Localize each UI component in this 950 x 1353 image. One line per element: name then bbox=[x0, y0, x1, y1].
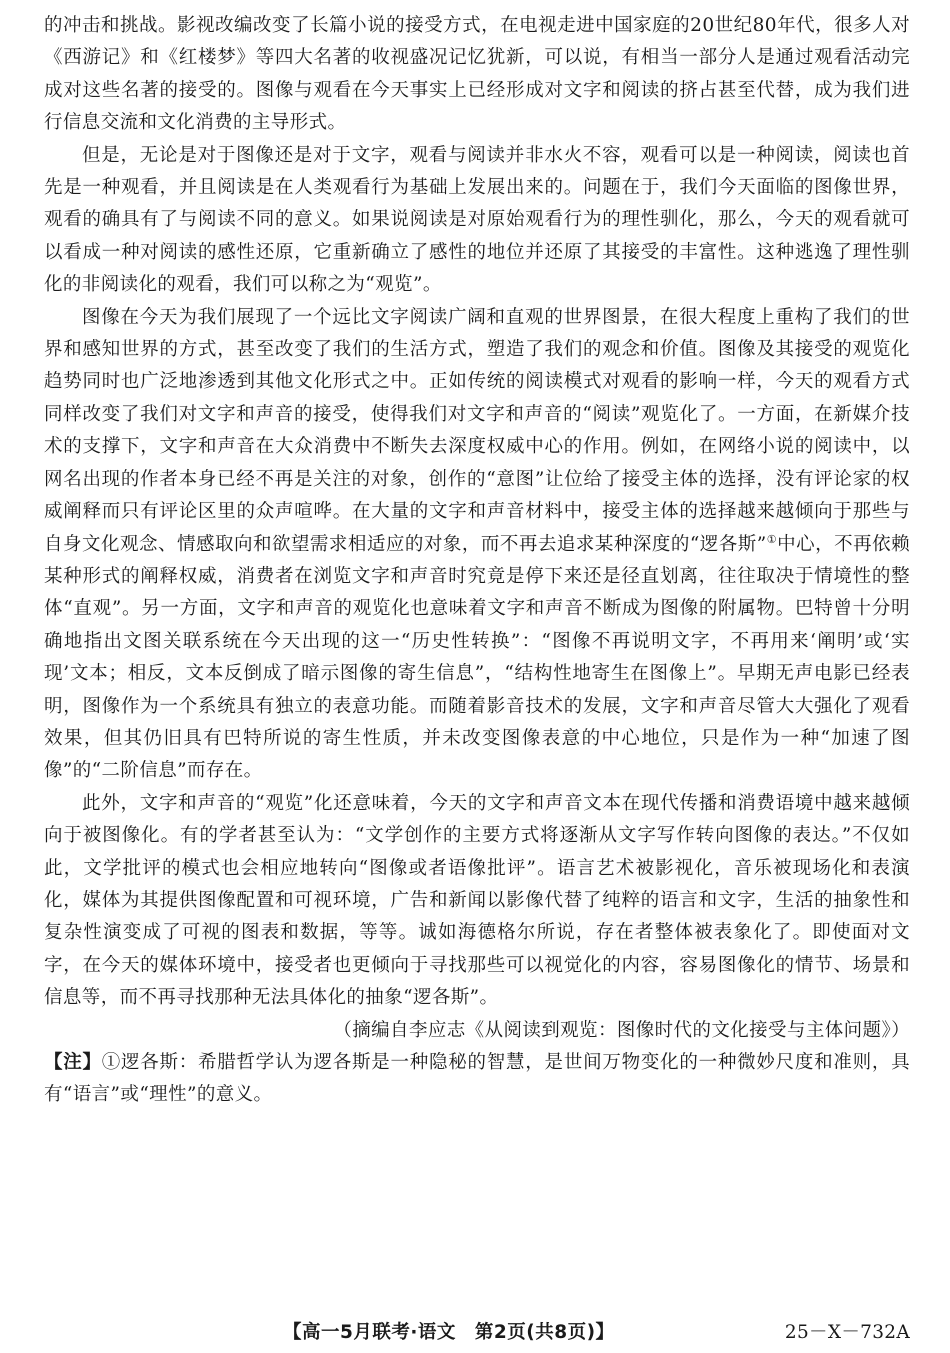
paragraph-text: 的冲击和挑战。影视改编改变了长篇小说的接受方式，在电视走进中国家庭的20世纪80年代，很多人对《西游记》和《红楼梦》等四大名著的收视盛况记忆犹新，可以说，有相当一部分人是通过观看活动完成对这些名著的接受的。图像与观看在今天事实上已经形成对文字和阅读的挤占甚至代替，成为我们进行信息交流和文化消费的主导形式。 bbox=[44, 15, 910, 134]
paragraph-text: 此外，文字和声音的“观览”化还意味着，今天的文字和声音文本在现代传播和消费语境中越来越倾向于被图像化。有的学者甚至认为：“文学创作的主要方式将逐渐从文字写作转向图像的表达。”不仅如此，文学批评的模式也会相应地转向“图像或者语像批评”。语言艺术被影视化，音乐被现场化和表演化，媒体为其提供图像配置和可视环境，广告和新闻以影像代替了纯粹的语言和文字，生活的抽象性和复杂性演变成了可视的图表和数据，等等。诚如海德格尔所说，存在者整体被表象化了。即使面对文字，在今天的媒体环境中，接受者也更倾向于寻找那些可以视觉化的内容，容易图像化的情节、场景和信息等，而不再寻找那种无法具体化的抽象“逻各斯”。 bbox=[44, 792, 910, 1009]
article-body bbox=[44, 10, 910, 1015]
paragraph bbox=[44, 10, 910, 140]
footer-paper-code: 25－X－732A bbox=[784, 1322, 910, 1343]
document-page bbox=[44, 10, 910, 1112]
paragraph-text: 图像在今天为我们展现了一个远比文字阅读广阔和直观的世界图景，在很大程度上重构了我们的世界和感知世界的方式，甚至改变了我们的生活方式，塑造了我们的观念和价值。图像及其接受的观览化趋势同时也广泛地渗透到其他文化形式之中。正如传统的阅读模式对观看的影响一样，今天的观看方式同样改变了我们对文字和声音的接受，使得我们对文字和声音的“阅读”观览化了。一方面，在新媒介技术的支撑下，文字和声音在大众消费中不断失去深度权威中心的作用。例如，在网络小说的阅读中，以网名出现的作者本身已经不再是关注的对象，创作的“意图”让位给了接受主体的选择，没有评论家的权威阐释而只有评论区里的众声喧哗。在大量的文字和声音材料中，接受主体的选择越来越倾向于那些与自身文化观念、情感取向和欲望需求相适应的对象，而不再去追求某种深度的“逻各斯” bbox=[44, 306, 910, 555]
paragraph bbox=[44, 302, 910, 788]
paragraph-text: 中心，不再依赖某种形式的阐释权威，消费者在浏览文字和声音时究竟是停下来还是径直划离，往往取决于情境性的整体“直观”。另一方面，文字和声音的观览化也意味着文字和声音不断成为图像的附属物。巴特曾十分明确地指出文图关联系统在今天出现的这一“历史性转换”：“图像不再说明文字，不再用来‘阐明’或‘实现’文本；相反，文本反倒成了暗示图像的寄生信息”，“结构性地寄生在图像上”。早期无声电影已经表明，图像作为一个系统具有独立的表意功能。而随着影音技术的发展，文字和声音尽管大大强化了观看效果，但其仍旧具有巴特所说的寄生性质，并未改变图像表意的中心地位，只是作为一种“加速了图像”的“二阶信息”而存在。 bbox=[44, 533, 910, 782]
footnote-tag: 【注】 bbox=[44, 1052, 102, 1073]
paragraph-text: 但是，无论是对于图像还是对于文字，观看与阅读并非水火不容，观看可以是一种阅读，阅读也首先是一种观看，并且阅读是在人类观看行为基础上发展出来的。问题在于，我们今天面临的图像世界，观看的确具有了与阅读不同的意义。如果说阅读是对原始观看行为的理性驯化，那么，今天的观看就可以看成一种对阅读的感性还原，它重新确立了感性的地位并还原了其接受的丰富性。这种逃逸了理性驯化的非阅读化的观看，我们可以称之为“观览”。 bbox=[44, 144, 910, 296]
footer-exam-info: 【高一5月联考·语文 第2页(共8页)】 bbox=[283, 1322, 615, 1343]
source-citation: （摘编自李应志《从阅读到观览：图像时代的文化接受与主体问题》） bbox=[333, 1019, 910, 1041]
paragraph bbox=[44, 788, 910, 1015]
footnote-marker: ① bbox=[766, 532, 778, 546]
footnote-text: ①逻各斯：希腊哲学认为逻各斯是一种隐秘的智慧，是世间万物变化的一种微妙尺度和准则，具有“语言”或“理性”的意义。 bbox=[44, 1052, 910, 1106]
paragraph bbox=[44, 140, 910, 302]
page-footer bbox=[0, 1318, 950, 1348]
footnote bbox=[44, 1047, 910, 1112]
